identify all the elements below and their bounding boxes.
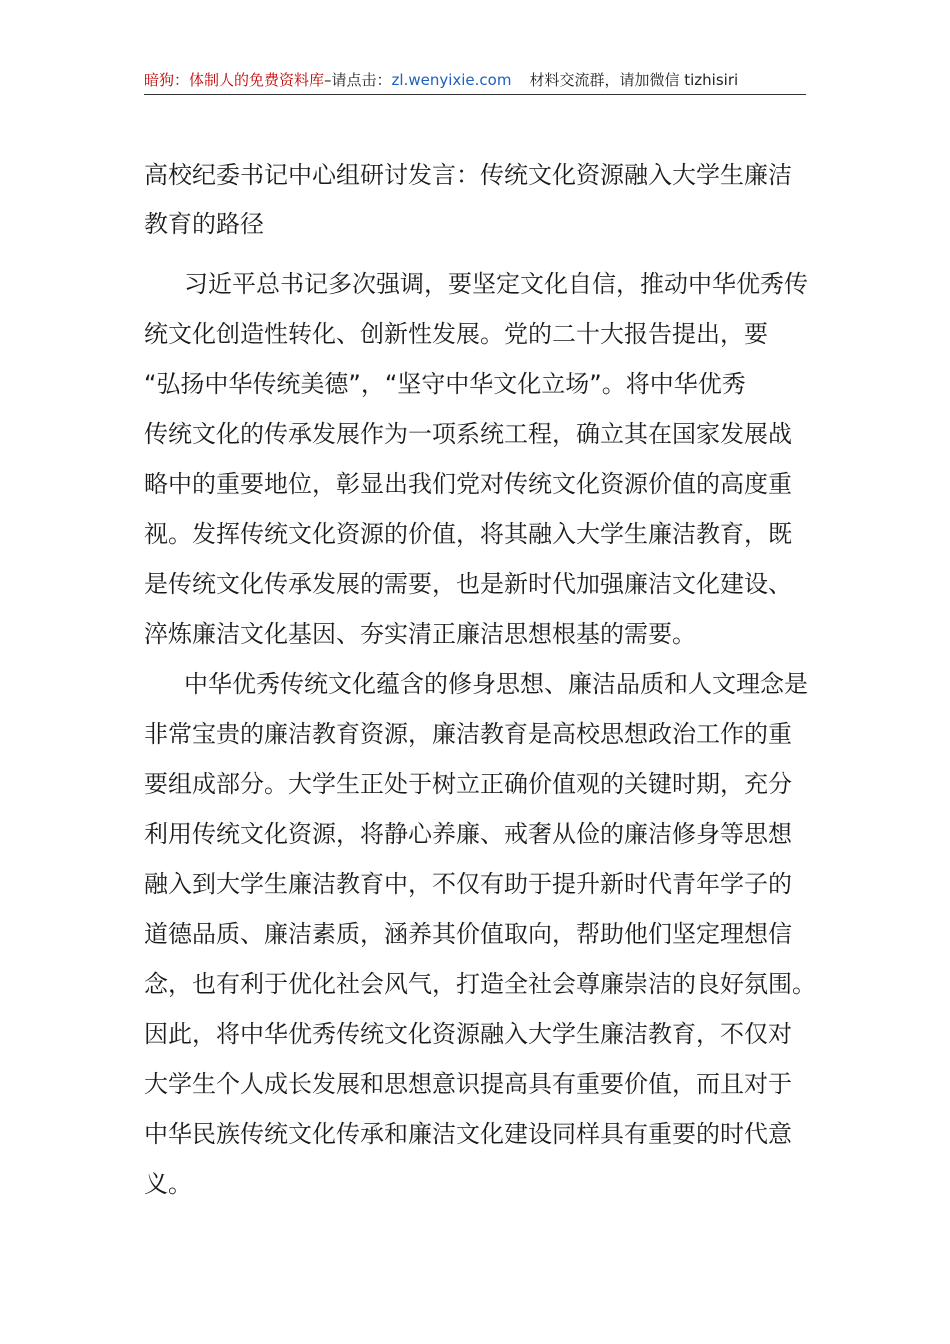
paragraph-line: 习近平总书记多次强调，要坚定文化自信，推动中华优秀传	[184, 270, 808, 298]
document-title	[144, 151, 808, 249]
header-note: 材料交流群，请加微信 tizhisiri	[529, 71, 739, 89]
paragraph-line: 视。发挥传统文化资源的价值，将其融入大学生廉洁教育，既	[144, 520, 792, 548]
paragraph-line: 统文化创造性转化、创新性发展。党的二十大报告提出，要	[144, 320, 768, 348]
title-line: 教育的路径	[144, 210, 264, 238]
paragraph-line: 道德品质、廉洁素质，涵养其价值取向，帮助他们坚定理想信	[144, 920, 792, 948]
paragraph-line: 中华优秀传统文化蕴含的修身思想、廉洁品质和人文理念是	[184, 670, 808, 698]
paragraph-line: 因此，将中华优秀传统文化资源融入大学生廉洁教育，不仅对	[144, 1020, 792, 1048]
paragraph-line: 是传统文化传承发展的需要，也是新时代加强廉洁文化建设、	[144, 570, 792, 598]
header-prompt: –请点击：	[324, 71, 392, 89]
paragraph-line: 淬炼廉洁文化基因、夯实清正廉洁思想根基的需要。	[144, 620, 696, 648]
paragraph-2	[144, 659, 816, 1209]
paragraph-line: 传统文化的传承发展作为一项系统工程，确立其在国家发展战	[144, 420, 792, 448]
paragraph-1	[144, 259, 808, 659]
paragraph-line: 义。	[144, 1170, 192, 1198]
paragraph-line: 要组成部分。大学生正处于树立正确价值观的关键时期，充分	[144, 770, 792, 798]
paragraph-line: 念，也有利于优化社会风气，打造全社会尊廉崇洁的良好氛围。	[144, 970, 816, 998]
paragraph-line: 融入到大学生廉洁教育中，不仅有助于提升新时代青年学子的	[144, 870, 792, 898]
paragraph-line: 非常宝贵的廉洁教育资源，廉洁教育是高校思想政治工作的重	[144, 720, 792, 748]
paragraph-line: 利用传统文化资源，将静心养廉、戒奢从俭的廉洁修身等思想	[144, 820, 792, 848]
paragraph-line: 略中的重要地位，彰显出我们党对传统文化资源价值的高度重	[144, 470, 792, 498]
title-line: 高校纪委书记中心组研讨发言：传统文化资源融入大学生廉洁	[144, 161, 792, 189]
paragraph-line: 中华民族传统文化传承和廉洁文化建设同样具有重要的时代意	[144, 1120, 792, 1148]
page-header	[144, 70, 806, 95]
paragraph-line: “弘扬中华传统美德”，“坚守中华文化立场”。将中华优秀	[144, 370, 746, 398]
header-brand: 暗狗：体制人的免费资料库	[144, 71, 325, 89]
header-url-link[interactable]: zl.wenyixie.com	[391, 71, 512, 89]
paragraph-line: 大学生个人成长发展和思想意识提高具有重要价值，而且对于	[144, 1070, 792, 1098]
document-body	[144, 151, 816, 1209]
